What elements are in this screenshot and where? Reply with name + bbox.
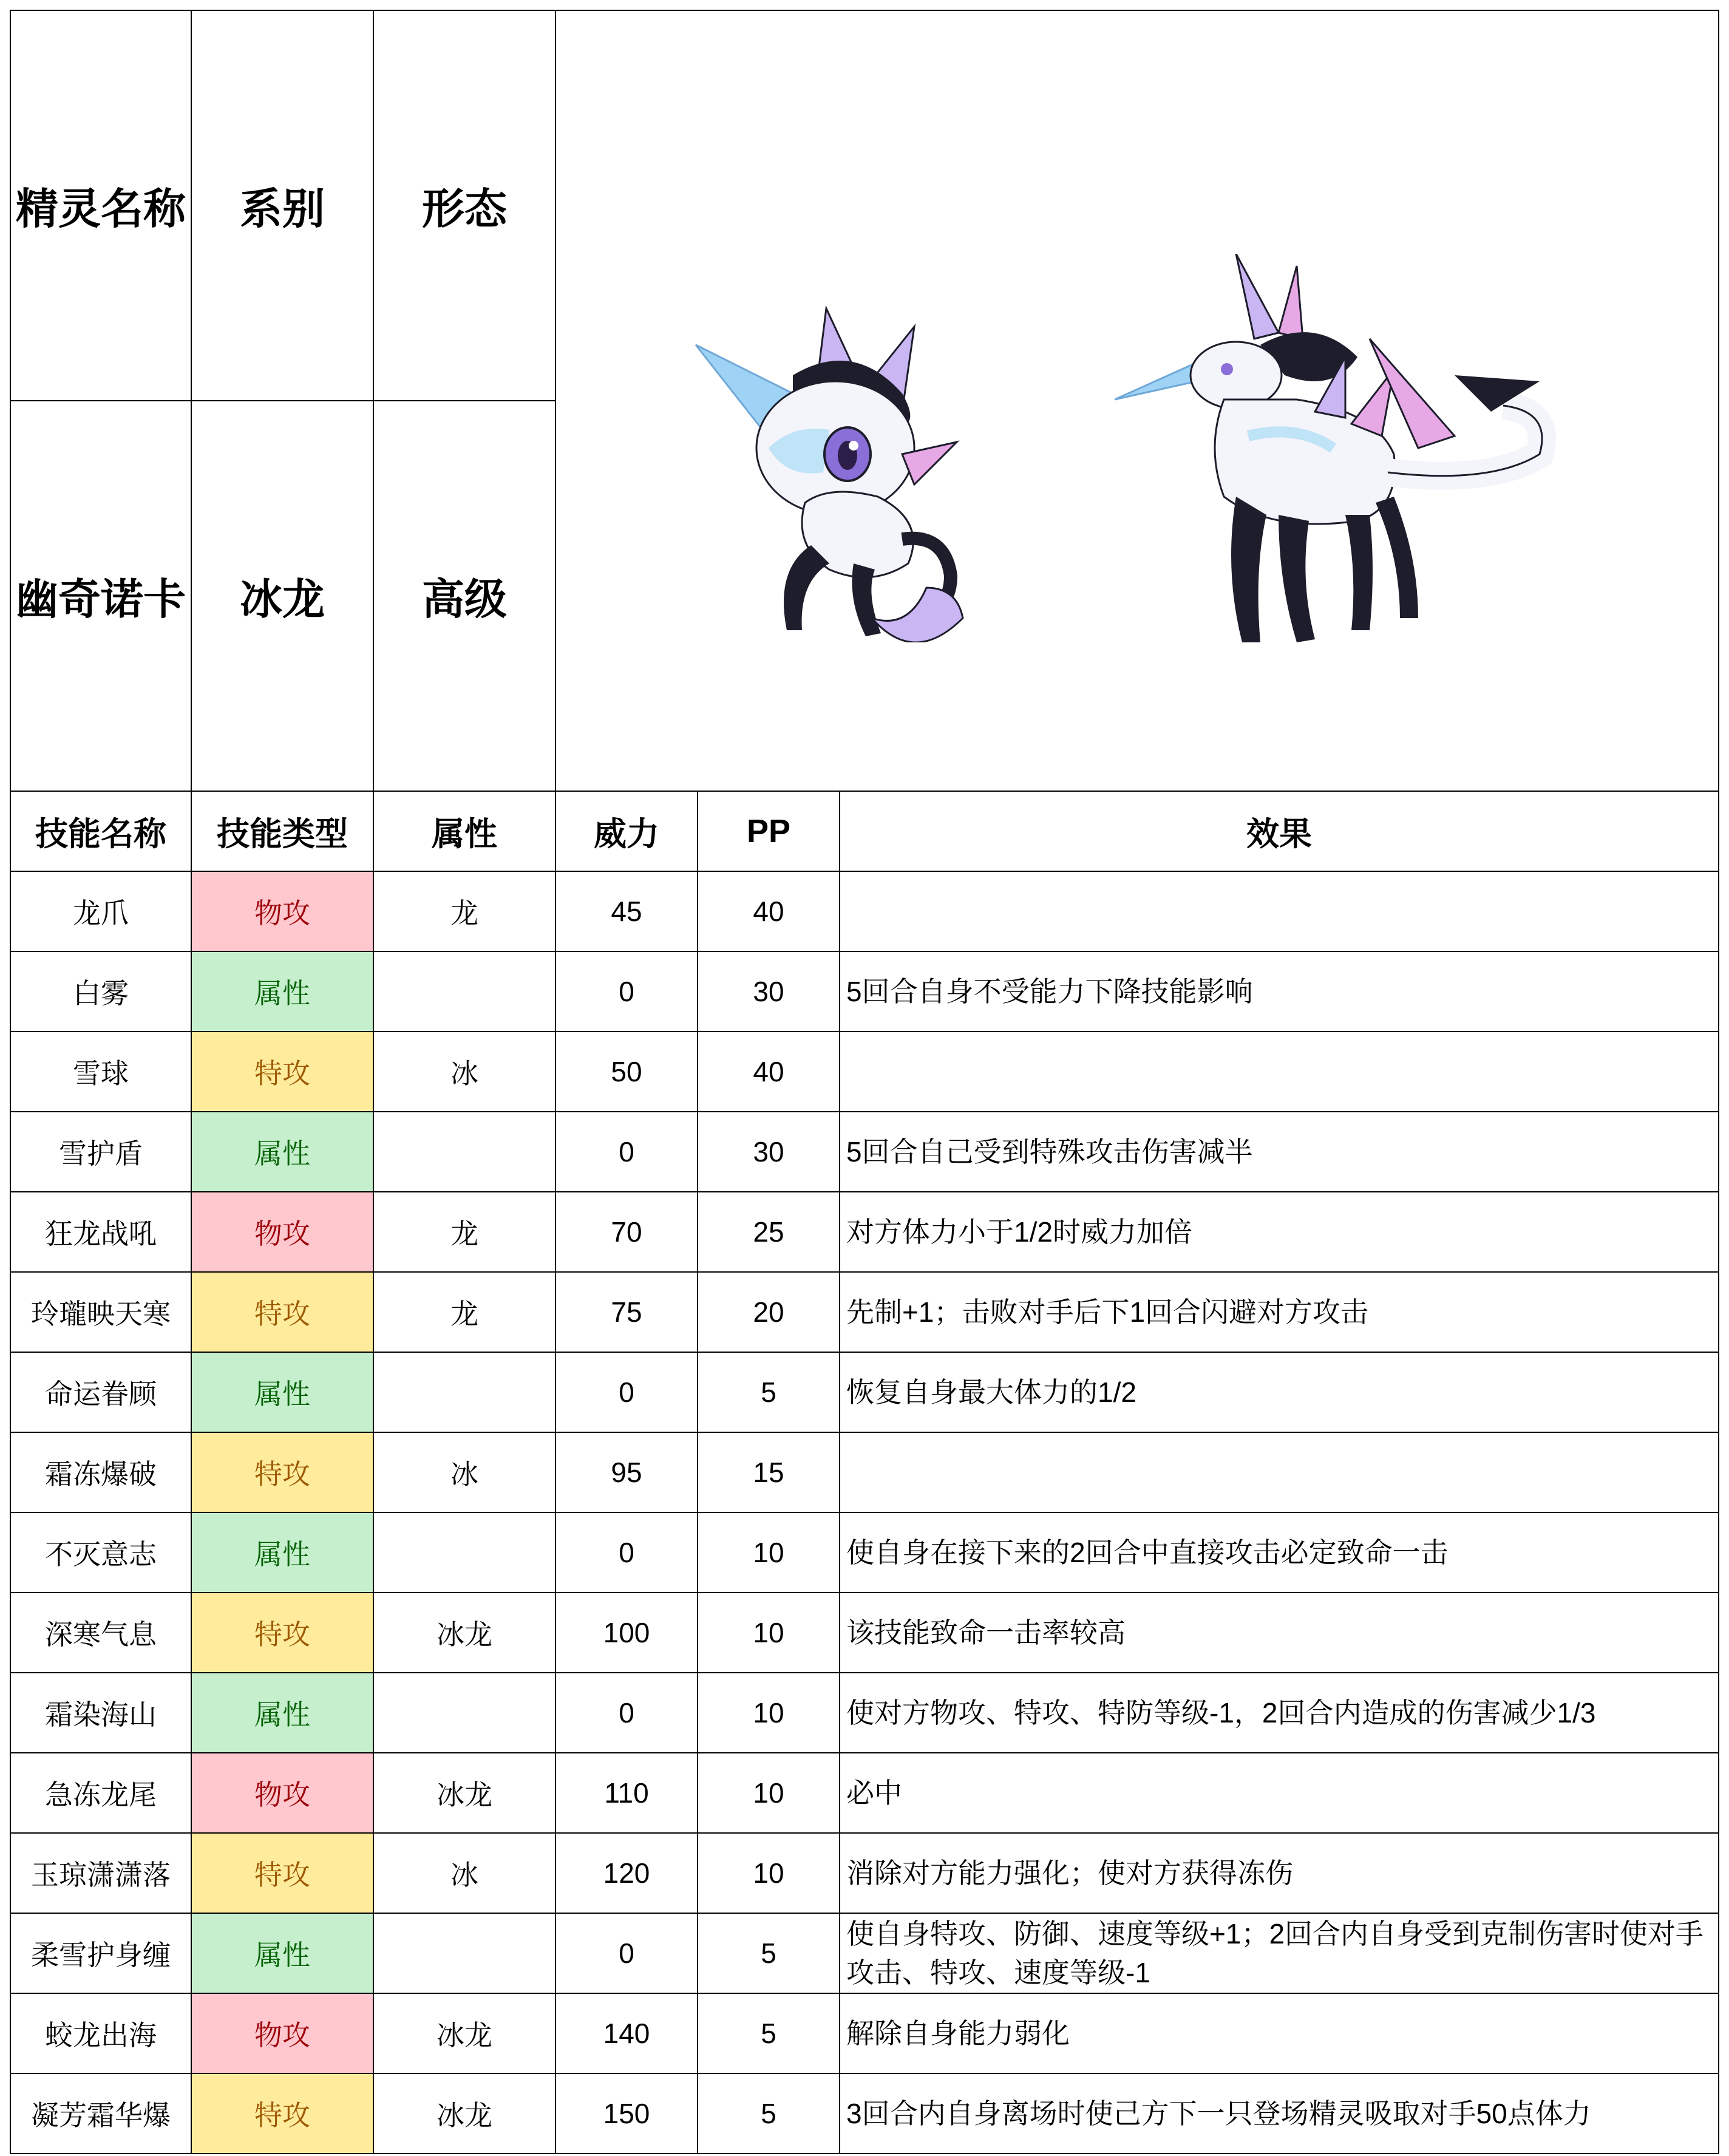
col-skill-kind: 技能类型 xyxy=(191,791,373,871)
col-skill-pp: PP xyxy=(698,791,840,871)
skill-pp: 10 xyxy=(698,1673,840,1753)
skill-effect: 必中 xyxy=(840,1753,1719,1833)
skill-effect xyxy=(840,871,1719,951)
skill-kind: 特攻 xyxy=(191,1432,373,1512)
skill-row xyxy=(10,1673,1719,1753)
skill-attr xyxy=(373,1112,555,1192)
skill-attr xyxy=(373,1512,555,1593)
skill-name: 玉琼潇潇落 xyxy=(10,1833,191,1913)
skill-row xyxy=(10,1272,1719,1352)
skill-attr xyxy=(373,1352,555,1432)
label-pet-type: 系别 xyxy=(191,10,373,401)
skills-table xyxy=(10,791,1719,2154)
skill-power: 150 xyxy=(555,2073,698,2154)
pet-name: 幽奇诺卡 xyxy=(10,401,191,791)
skill-attr: 冰龙 xyxy=(373,1593,555,1673)
skill-attr: 冰 xyxy=(373,1432,555,1512)
skill-pp: 30 xyxy=(698,1112,840,1192)
skill-row xyxy=(10,1993,1719,2073)
skill-attr: 冰龙 xyxy=(373,1753,555,1833)
skill-row xyxy=(10,1753,1719,1833)
skill-row xyxy=(10,1192,1719,1272)
skill-attr: 冰 xyxy=(373,1032,555,1112)
skill-name: 深寒气息 xyxy=(10,1593,191,1673)
skill-attr xyxy=(373,951,555,1032)
label-pet-form: 形态 xyxy=(373,10,555,401)
ice-dragon-adult-illustration xyxy=(1115,254,1564,667)
skill-power: 70 xyxy=(555,1192,698,1272)
skill-attr: 龙 xyxy=(373,1192,555,1272)
skill-row xyxy=(10,951,1719,1032)
skills-header-row xyxy=(10,791,1719,871)
skill-power: 0 xyxy=(555,1673,698,1753)
skill-power: 0 xyxy=(555,1112,698,1192)
skill-pp: 10 xyxy=(698,1833,840,1913)
skill-pp: 15 xyxy=(698,1432,840,1512)
skill-pp: 5 xyxy=(698,1913,840,1993)
pet-form: 高级 xyxy=(373,401,555,791)
pet-header-table xyxy=(10,10,1719,792)
skill-row xyxy=(10,1112,1719,1192)
skill-power: 0 xyxy=(555,1913,698,1993)
skill-row xyxy=(10,1593,1719,1673)
skill-pp: 40 xyxy=(698,871,840,951)
skill-power: 140 xyxy=(555,1993,698,2073)
skill-power: 120 xyxy=(555,1833,698,1913)
pet-type: 冰龙 xyxy=(191,401,373,791)
skill-power: 95 xyxy=(555,1432,698,1512)
skill-pp: 5 xyxy=(698,1352,840,1432)
skill-name: 玲瓏映天寒 xyxy=(10,1272,191,1352)
skill-effect: 对方体力小于1/2时威力加倍 xyxy=(840,1192,1719,1272)
skill-kind: 特攻 xyxy=(191,1833,373,1913)
skill-kind: 特攻 xyxy=(191,1272,373,1352)
skill-kind: 属性 xyxy=(191,1112,373,1192)
skill-effect: 3回合内自身离场时使己方下一只登场精灵吸取对手50点体力 xyxy=(840,2073,1719,2154)
skill-kind: 属性 xyxy=(191,1512,373,1593)
skill-name: 龙爪 xyxy=(10,871,191,951)
skill-effect: 使自身特攻、防御、速度等级+1；2回合内自身受到克制伤害时使对手攻击、特攻、速度等级-1 xyxy=(840,1913,1719,1993)
skill-power: 45 xyxy=(555,871,698,951)
skill-attr: 冰龙 xyxy=(373,2073,555,2154)
col-skill-attr: 属性 xyxy=(373,791,555,871)
skill-kind: 属性 xyxy=(191,1673,373,1753)
skill-effect xyxy=(840,1432,1719,1512)
skill-row xyxy=(10,2073,1719,2154)
skill-pp: 10 xyxy=(698,1753,840,1833)
skill-effect: 使对方物攻、特攻、特防等级-1，2回合内造成的伤害减少1/3 xyxy=(840,1673,1719,1753)
skill-effect: 5回合自己受到特殊攻击伤害减半 xyxy=(840,1112,1719,1192)
skill-attr xyxy=(373,1673,555,1753)
skill-row xyxy=(10,1833,1719,1913)
skill-kind: 特攻 xyxy=(191,1593,373,1673)
skill-effect: 消除对方能力强化；使对方获得冻伤 xyxy=(840,1833,1719,1913)
skill-pp: 40 xyxy=(698,1032,840,1112)
skill-effect xyxy=(840,1032,1719,1112)
skill-kind: 物攻 xyxy=(191,1192,373,1272)
skill-effect: 先制+1；击败对手后下1回合闪避对方攻击 xyxy=(840,1272,1719,1352)
skill-power: 100 xyxy=(555,1593,698,1673)
skill-row xyxy=(10,1512,1719,1593)
col-skill-name: 技能名称 xyxy=(10,791,191,871)
skill-effect: 该技能致命一击率较高 xyxy=(840,1593,1719,1673)
skill-pp: 10 xyxy=(698,1593,840,1673)
skill-name: 雪球 xyxy=(10,1032,191,1112)
skill-kind: 属性 xyxy=(191,1913,373,1993)
skill-row xyxy=(10,871,1719,951)
skill-kind: 属性 xyxy=(191,1352,373,1432)
skill-pp: 30 xyxy=(698,951,840,1032)
skill-kind: 特攻 xyxy=(191,2073,373,2154)
skill-power: 110 xyxy=(555,1753,698,1833)
ice-dragon-cub-illustration xyxy=(671,302,987,642)
skill-name: 凝芳霜华爆 xyxy=(10,2073,191,2154)
skill-pp: 10 xyxy=(698,1512,840,1593)
skill-kind: 物攻 xyxy=(191,871,373,951)
skill-attr: 龙 xyxy=(373,1272,555,1352)
skill-effect: 恢复自身最大体力的1/2 xyxy=(840,1352,1719,1432)
skill-attr: 龙 xyxy=(373,871,555,951)
skill-power: 0 xyxy=(555,1512,698,1593)
skill-attr: 冰龙 xyxy=(373,1993,555,2073)
skill-name: 霜染海山 xyxy=(10,1673,191,1753)
skill-name: 不灭意志 xyxy=(10,1512,191,1593)
skill-row xyxy=(10,1913,1719,1993)
skill-kind: 物攻 xyxy=(191,1993,373,2073)
pet-info-sheet xyxy=(10,10,1718,2147)
pet-artwork xyxy=(555,10,1719,791)
skill-effect: 使自身在接下来的2回合中直接攻击必定致命一击 xyxy=(840,1512,1719,1593)
skill-pp: 5 xyxy=(698,1993,840,2073)
skill-kind: 特攻 xyxy=(191,1032,373,1112)
skill-kind: 属性 xyxy=(191,951,373,1032)
skill-power: 0 xyxy=(555,1352,698,1432)
skill-power: 0 xyxy=(555,951,698,1032)
skill-row xyxy=(10,1032,1719,1112)
skill-kind: 物攻 xyxy=(191,1753,373,1833)
skill-name: 急冻龙尾 xyxy=(10,1753,191,1833)
col-skill-effect: 效果 xyxy=(840,791,1719,871)
skill-attr xyxy=(373,1913,555,1993)
skill-name: 白雾 xyxy=(10,951,191,1032)
skill-attr: 冰 xyxy=(373,1833,555,1913)
skill-pp: 5 xyxy=(698,2073,840,2154)
col-skill-power: 威力 xyxy=(555,791,698,871)
skill-name: 雪护盾 xyxy=(10,1112,191,1192)
label-pet-name: 精灵名称 xyxy=(10,10,191,401)
skill-name: 霜冻爆破 xyxy=(10,1432,191,1512)
skill-row xyxy=(10,1352,1719,1432)
skill-pp: 25 xyxy=(698,1192,840,1272)
skill-effect: 解除自身能力弱化 xyxy=(840,1993,1719,2073)
skill-effect: 5回合自身不受能力下降技能影响 xyxy=(840,951,1719,1032)
skill-name: 蛟龙出海 xyxy=(10,1993,191,2073)
skill-power: 75 xyxy=(555,1272,698,1352)
skill-row xyxy=(10,1432,1719,1512)
skill-name: 柔雪护身缠 xyxy=(10,1913,191,1993)
skill-pp: 20 xyxy=(698,1272,840,1352)
skill-name: 命运眷顾 xyxy=(10,1352,191,1432)
skill-power: 50 xyxy=(555,1032,698,1112)
skill-name: 狂龙战吼 xyxy=(10,1192,191,1272)
